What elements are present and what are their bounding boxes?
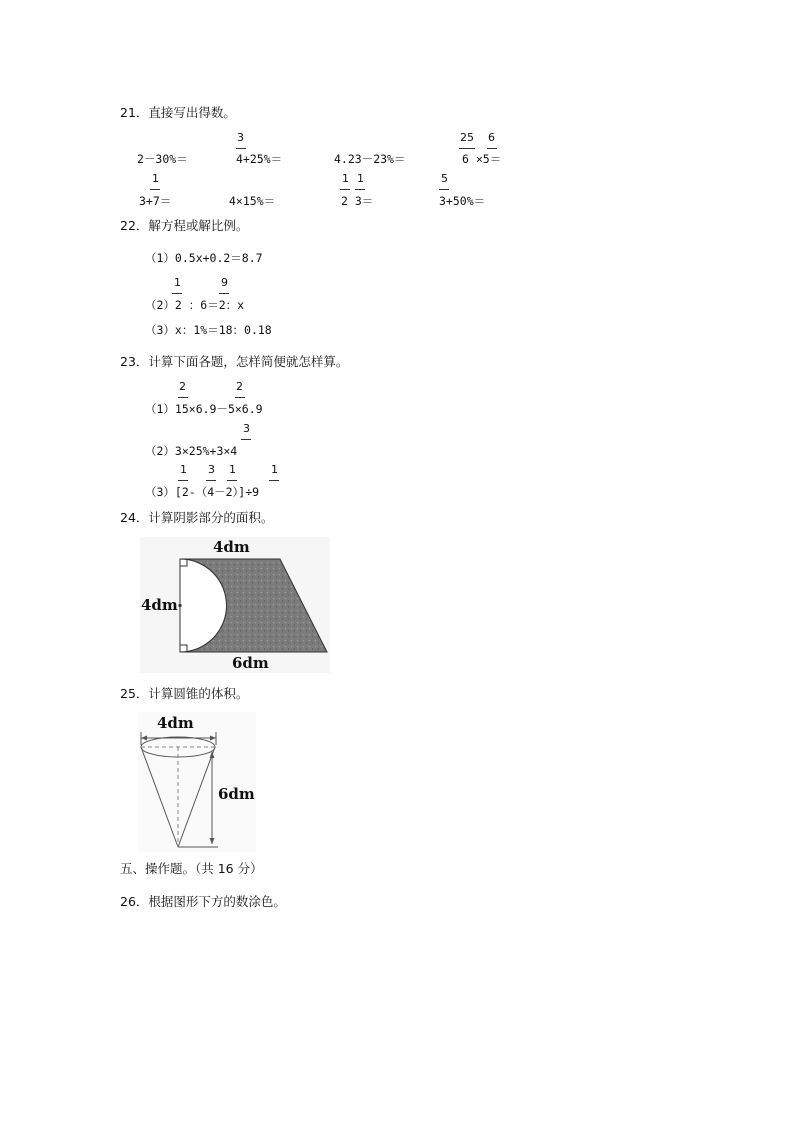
q23-problem-3-numerator-2: 3: [208, 463, 215, 476]
q24-title: 24．计算阴影部分的面积。: [120, 510, 274, 525]
fraction-bar: [178, 397, 188, 398]
q23-problem-3-numerator-4: 1: [271, 463, 278, 476]
q21-expr-5: 3+7＝: [139, 194, 172, 208]
q21-expr-1: 2－30%＝: [137, 152, 188, 166]
cone-diameter-label: 4dm: [157, 714, 194, 732]
q21-expr-6: 4×15%＝: [229, 194, 276, 208]
q22-problem-2-numerator-1: 1: [174, 276, 181, 289]
figure-bottom-label: 6dm: [232, 654, 269, 672]
fraction-bar: [236, 148, 246, 149]
fraction-bar: [235, 397, 245, 398]
q23-problem-3: （3）[2-（4－2）]÷9: [145, 485, 260, 499]
q21-expr-3: 4.23－23%＝: [334, 152, 406, 166]
fraction-bar: [439, 189, 449, 190]
q21-expr-2: 4+25%＝: [236, 152, 283, 166]
fraction-bar: [172, 293, 182, 294]
q23-problem-1-numerator-1: 2: [179, 380, 186, 393]
fraction-bar: [150, 189, 160, 190]
q21-expr-7-numerator-2: 1: [357, 172, 364, 185]
fraction-bar: [206, 480, 216, 481]
q22-problem-2-numerator-2: 9: [221, 276, 228, 289]
q21-expr-7: 2 3＝: [341, 194, 374, 208]
cone-figure: [138, 712, 256, 852]
q23-title: 23．计算下面各题，怎样简便就怎样算。: [120, 354, 349, 369]
q21-expr-7-numerator-1: 1: [342, 172, 349, 185]
q21-expr-8: 3+50%＝: [439, 194, 486, 208]
q21-expr-5-numerator: 1: [152, 172, 159, 185]
fraction-bar: [355, 189, 365, 190]
q21-expr-4-numerator-2: 6: [488, 131, 495, 144]
fraction-bar: [340, 189, 350, 190]
section-5-title: 五、操作题。（共 16 分）: [120, 861, 263, 876]
q21-expr-8-numerator: 5: [441, 172, 448, 185]
cone-height-label: 6dm: [218, 785, 255, 803]
fraction-bar: [487, 148, 497, 149]
q21-expr-4-numerator-1: 25: [460, 131, 474, 144]
q23-problem-1-numerator-2: 2: [236, 380, 243, 393]
fraction-bar: [241, 439, 251, 440]
fraction-bar: [269, 480, 279, 481]
fraction-bar: [459, 148, 475, 149]
q23-problem-3-numerator-3: 1: [229, 463, 236, 476]
q23-problem-3-numerator-1: 1: [180, 463, 187, 476]
q23-problem-1: （1）15×6.9－5×6.9: [145, 402, 263, 416]
fraction-bar: [178, 480, 188, 481]
q23-problem-2: （2）3×25%+3×4: [145, 444, 238, 458]
fraction-bar: [219, 293, 229, 294]
figure-top-label: 4dm: [213, 538, 250, 556]
q22-problem-1: （1）0.5x+0.2＝8.7: [145, 251, 263, 265]
q21-expr-4: 6 ×5＝: [462, 152, 502, 166]
fraction-bar: [227, 480, 237, 481]
q22-title: 22．解方程或解比例。: [120, 218, 249, 233]
figure-left-label: 4dm: [141, 596, 178, 614]
q22-problem-2: （2）2 ：6＝2：x: [145, 298, 245, 312]
q21-title: 21．直接写出得数。: [120, 105, 236, 120]
q26-title: 26．根据图形下方的数涂色。: [120, 894, 286, 909]
q21-expr-2-numerator: 3: [237, 131, 244, 144]
q25-title: 25．计算圆锥的体积。: [120, 686, 249, 701]
q22-problem-3: （3）x：1%＝18：0.18: [145, 323, 272, 337]
q23-problem-2-numerator: 3: [243, 422, 250, 435]
